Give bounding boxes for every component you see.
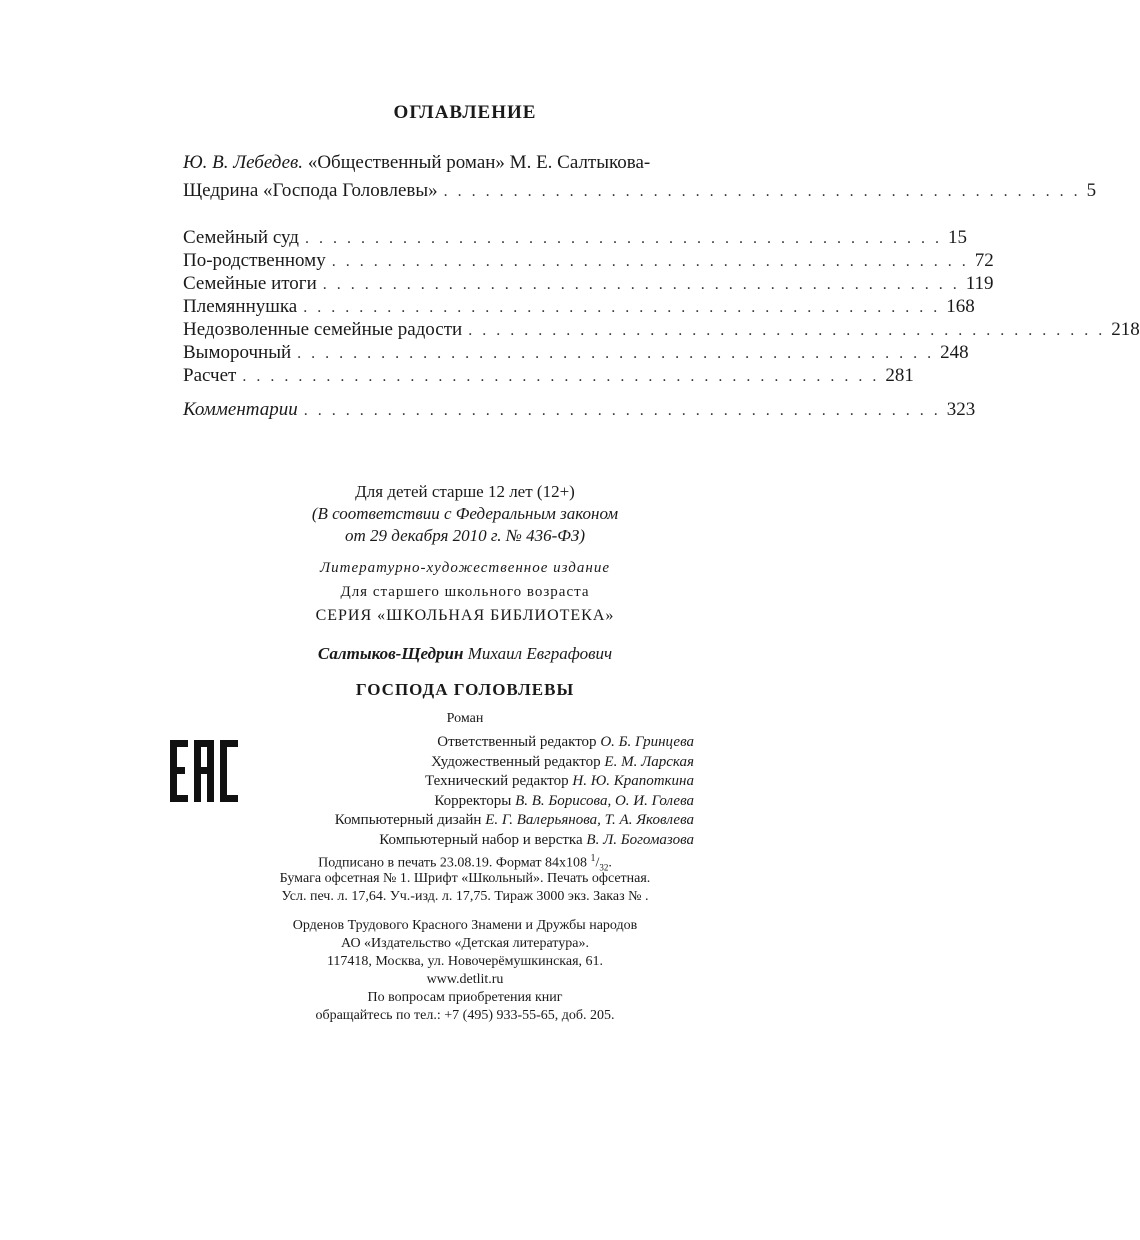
- age-law-line2: от 29 декабря 2010 г. № 436-ФЗ): [345, 526, 585, 545]
- publisher-line1: Орденов Трудового Красного Знамени и Дружбы народов: [292, 918, 638, 933]
- toc-comments-entry: [183, 398, 976, 421]
- toc-chapter-title: Недозволенные семейные радости: [183, 319, 463, 340]
- publisher-address: 117418, Москва, ул. Новочерёмушкинская, 61.: [326, 954, 604, 969]
- book-title: ГОСПОДА ГОЛОВЛЕВЫ: [355, 680, 575, 699]
- credit-names: Н. Ю. Крапоткина: [572, 773, 694, 790]
- eac-mark-icon: [170, 740, 238, 802]
- toc-chapter-title: Племяннушка: [183, 296, 298, 317]
- toc-page-number: 119: [965, 273, 994, 294]
- credit-names: Е. М. Ларская: [604, 753, 694, 770]
- toc-page-number: 5: [1086, 180, 1097, 201]
- toc-comments-title: Комментарии: [183, 399, 298, 420]
- imprint-line2: Бумага офсетная № 1. Шрифт «Школьный». Печать офсетная.: [279, 871, 651, 886]
- credit-role: Компьютерный набор и верстка: [379, 831, 583, 848]
- dot-leader: . . . . . . . . . . . . . . . . . . . . . . . . . . . . . . . . . . . . . . . . . . . . . .: [304, 230, 942, 247]
- credit-line: [335, 792, 694, 812]
- credit-names: В. Л. Богомазова: [586, 831, 694, 848]
- dot-leader: . . . . . . . . . . . . . . . . . . . . . . . . . . . . . . . . . . . . . . . . . . . . . .: [322, 276, 960, 293]
- toc-row[interactable]: [183, 226, 967, 249]
- imprint-line1: Подписано в печать 23.08.19. Формат 84x108 $^1/_{32}$.: [318, 853, 612, 873]
- toc-row[interactable]: [183, 249, 994, 272]
- credit-role: Технический редактор: [425, 773, 569, 790]
- author-first-names: Михаил Евграфович: [463, 644, 613, 663]
- credit-role: Художественный редактор: [431, 753, 601, 770]
- imprint-signed: Подписано в печать 23.08.19. Формат 84x108: [318, 855, 587, 871]
- toc-row[interactable]: [183, 295, 975, 318]
- imprint-line3: Усл. печ. л. 17,64. Уч.-изд. л. 17,75. Тираж 3000 экз. Заказ № .: [281, 889, 649, 904]
- dot-leader: . . . . . . . . . . . . . . . . . . . . . . . . . . . . . . . . . . . . . . . . . . . . . .: [331, 253, 969, 270]
- age-rating: Для детей старше 12 лет (12+): [355, 482, 575, 501]
- publisher-line2: АО «Издательство «Детская литература».: [341, 936, 589, 951]
- toc-page-number: 248: [940, 342, 969, 363]
- toc-chapter-list: [183, 226, 1140, 387]
- author-surname: Салтыков-Щедрин: [317, 644, 464, 663]
- dot-leader: . . . . . . . . . . . . . . . . . . . . . . . . . . . . . . . . . . . . . . . . . . . . . .: [242, 368, 880, 385]
- toc-row[interactable]: [183, 179, 1097, 202]
- dot-leader: . . . . . . . . . . . . . . . . . . . . . . . . . . . . . . . . . . . . . . . . . . . . . .: [303, 299, 941, 316]
- toc-page-number: 15: [947, 227, 967, 248]
- toc-chapter-title: По-родственному: [183, 250, 326, 271]
- toc-chapter-title: Расчет: [183, 365, 237, 386]
- toc-page-number: 168: [946, 296, 975, 317]
- credit-line: [335, 753, 694, 773]
- toc-chapter-title: Семейный суд: [183, 227, 299, 248]
- toc-row[interactable]: [183, 341, 969, 364]
- dot-leader: . . . . . . . . . . . . . . . . . . . . . . . . . . . . . . . . . . . . . . . . . . . . . .: [468, 322, 1106, 339]
- format-numerator: 1: [590, 853, 596, 864]
- toc-chapter-title: Семейные итоги: [183, 273, 317, 294]
- book-genre: Роман: [446, 711, 484, 726]
- toc-intro-entry: [183, 179, 1097, 202]
- toc-row[interactable]: [183, 272, 994, 295]
- credit-names: Е. Г. Валерьянова, Т. А. Яковлева: [485, 812, 694, 829]
- edition-kind: Литературно-художественное издание: [320, 560, 610, 576]
- credit-role: Корректоры: [434, 792, 512, 809]
- credits-block: [335, 733, 694, 851]
- series-name: СЕРИЯ «ШКОЛЬНАЯ БИБЛИОТЕКА»: [315, 607, 615, 624]
- dot-leader: . . . . . . . . . . . . . . . . . . . . . . . . . . . . . . . . . . . . . . . . . . . . . .: [443, 183, 1081, 200]
- toc-intro-title-part1: «Общественный роман» М. Е. Салтыкова-: [303, 152, 651, 173]
- toc-page-number: 218: [1111, 319, 1140, 340]
- purchase-info: По вопросам приобретения книг: [367, 990, 563, 1005]
- credit-line: [335, 811, 694, 831]
- toc-page-number: 72: [974, 250, 994, 271]
- credit-names: В. В. Борисова, О. И. Голева: [515, 792, 694, 809]
- publisher-website[interactable]: www.detlit.ru: [426, 972, 504, 987]
- book-author: [0, 644, 930, 664]
- credit-role: Ответственный редактор: [437, 734, 597, 750]
- toc-intro-line1: [183, 152, 650, 174]
- toc-chapter-title: Выморочный: [183, 342, 292, 363]
- toc-intro-author: Ю. В. Лебедев.: [183, 152, 304, 173]
- toc-row[interactable]: [183, 364, 914, 387]
- toc-row[interactable]: [183, 318, 1140, 341]
- dot-leader: . . . . . . . . . . . . . . . . . . . . . . . . . . . . . . . . . . . . . . . . . . . . . .: [303, 402, 941, 419]
- format-denominator: 32: [599, 862, 609, 873]
- age-law-line1: (В соответствии с Федеральным законом: [311, 504, 619, 523]
- toc-row[interactable]: [183, 398, 976, 421]
- credit-line: [335, 831, 694, 851]
- dot-leader: . . . . . . . . . . . . . . . . . . . . . . . . . . . . . . . . . . . . . . . . . . . . . .: [297, 345, 935, 362]
- credit-names: О. Б. Гринцева: [600, 734, 694, 750]
- purchase-phone: обращайтесь по тел.: +7 (495) 933-55-65, доб. 205.: [315, 1008, 615, 1023]
- credit-role: Компьютерный дизайн: [334, 812, 482, 829]
- toc-title: ОГЛАВЛЕНИЕ: [393, 102, 537, 123]
- credit-line: [335, 772, 694, 792]
- toc-page-number: 323: [946, 399, 976, 420]
- credit-line: [335, 733, 694, 753]
- toc-page-number: 281: [885, 365, 914, 386]
- toc-intro-title-part2: Щедрина «Господа Головлевы»: [183, 180, 438, 201]
- edition-audience: Для старшего школьного возраста: [340, 584, 590, 600]
